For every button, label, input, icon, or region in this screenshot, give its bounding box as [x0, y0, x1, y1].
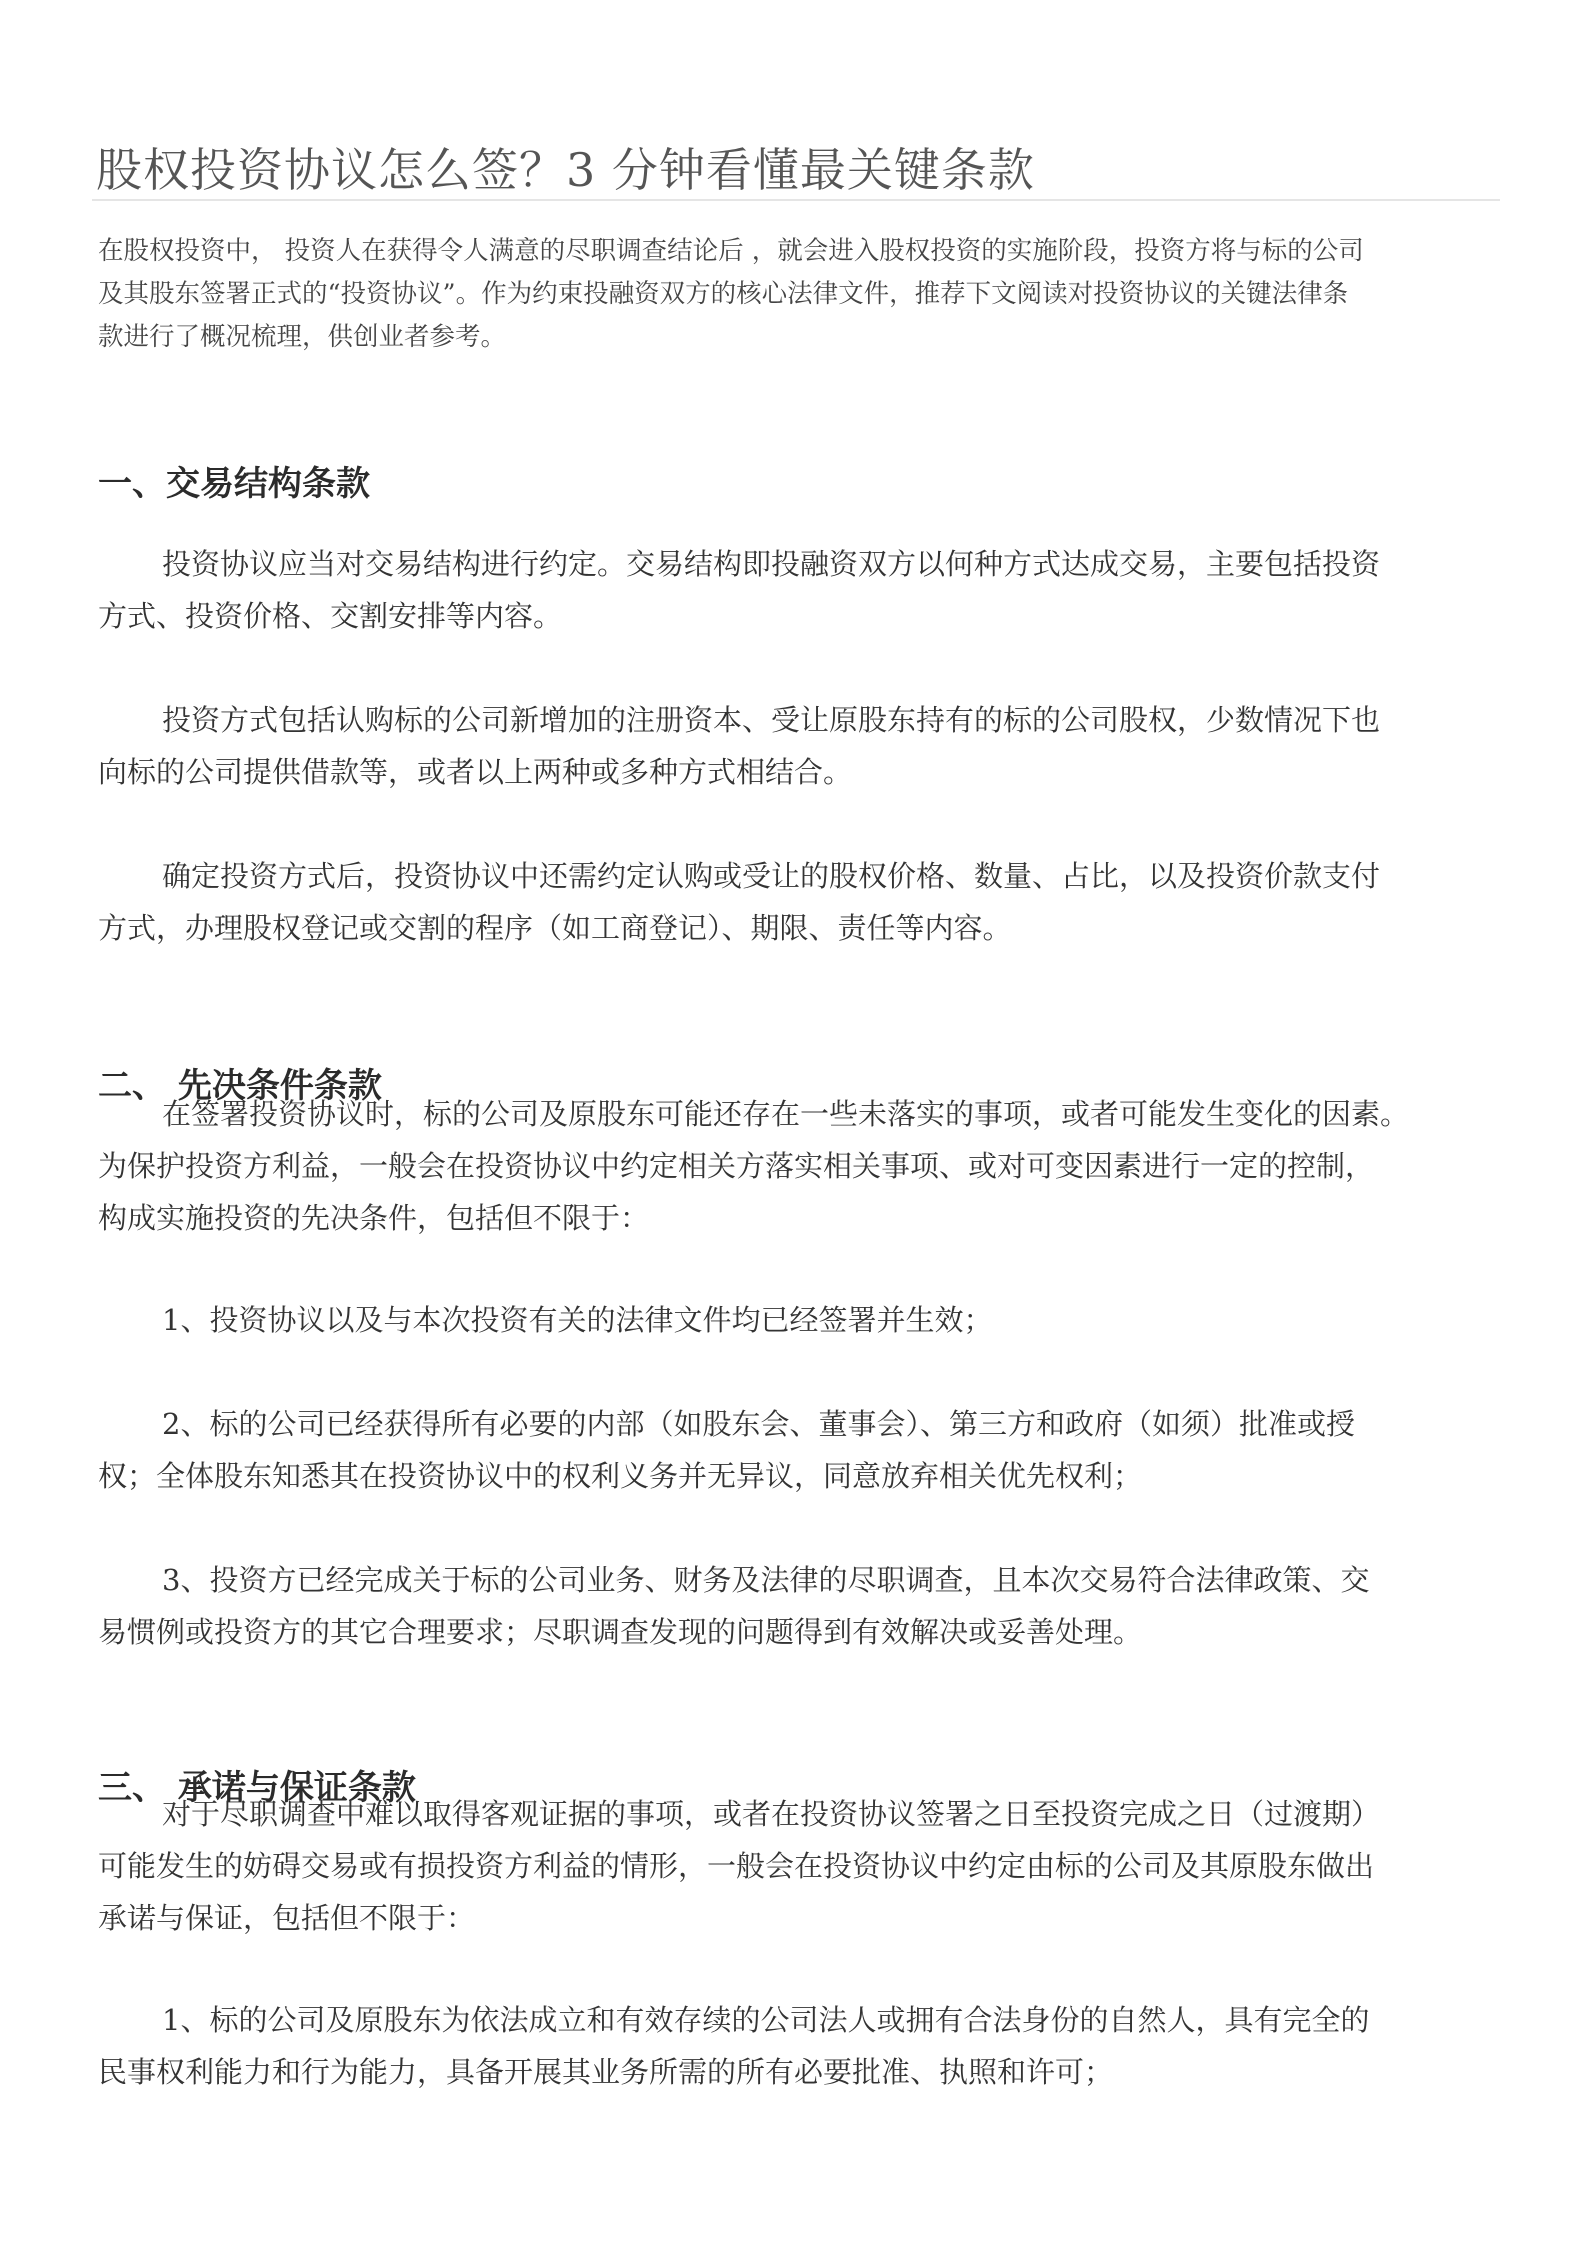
section-heading-1: 一、交易结构条款 [98, 464, 370, 505]
paragraph-line: 承诺与保证，包括但不限于： [98, 1901, 476, 1935]
intro-paragraph [98, 230, 1498, 359]
section-heading-3: 三、 承诺与保证条款 [98, 1768, 416, 1809]
section-heading-2: 二、 先决条件条款 [98, 1066, 382, 1107]
paragraph-line: 方式，办理股权登记或交割的程序（如工商登记）、期限、责任等内容。 [98, 911, 1012, 945]
paragraph-line: 易惯例或投资方的其它合理要求；尽职调查发现的问题得到有效解决或妥善处理。 [98, 1615, 1143, 1649]
paragraph-line: 构成实施投资的先决条件，包括但不限于： [98, 1201, 650, 1235]
paragraph-line: 向标的公司提供借款等，或者以上两种或多种方式相结合。 [98, 755, 853, 789]
section-1-paragraph-3 [98, 850, 1504, 954]
section-1-paragraph-2 [98, 694, 1504, 798]
paragraph-line: 在签署投资协议时，标的公司及原股东可能还存在一些未落实的事项，或者可能发生变化的因素。 [162, 1097, 1410, 1131]
paragraph-line: 对于尽职调查中难以取得客观证据的事项，或者在投资协议签署之日至投资完成之日（过渡期） [162, 1797, 1381, 1831]
paragraph-line: 方式、投资价格、交割安排等内容。 [98, 599, 563, 633]
paragraph-line: 2、标的公司已经获得所有必要的内部（如股东会、董事会）、第三方和政府（如须）批准或授 [162, 1407, 1355, 1441]
paragraph-line: 民事权利能力和行为能力，具备开展其业务所需的所有必要批准、执照和许可； [98, 2055, 1114, 2089]
section-2-item-1 [98, 1294, 1504, 1346]
paragraph-line: 1、投资协议以及与本次投资有关的法律文件均已经签署并生效； [162, 1303, 993, 1337]
paragraph-line: 可能发生的妨碍交易或有损投资方利益的情形，一般会在投资协议中约定由标的公司及其原股东做出 [98, 1849, 1375, 1883]
section-3-paragraph-1 [98, 1788, 1504, 1944]
section-2-paragraph-1 [98, 1088, 1504, 1244]
section-2-item-2 [98, 1398, 1504, 1502]
section-1-paragraph-1 [98, 538, 1504, 642]
paragraph-line: 确定投资方式后，投资协议中还需约定认购或受让的股权价格、数量、占比，以及投资价款支付 [162, 859, 1381, 893]
paragraph-line: 投资协议应当对交易结构进行约定。交易结构即投融资双方以何种方式达成交易，主要包括投资 [162, 547, 1381, 581]
intro-line: 及其股东签署正式的“投资协议”。作为约束投融资双方的核心法律文件，推荐下文阅读对投资协议的关键法律条 [98, 279, 1349, 309]
section-2-item-3 [98, 1554, 1504, 1658]
title-divider [92, 199, 1500, 201]
paragraph-line: 1、标的公司及原股东为依法成立和有效存续的公司法人或拥有合法身份的自然人，具有完全的 [162, 2003, 1370, 2037]
paragraph-line: 为保护投资方利益，一般会在投资协议中约定相关方落实相关事项、或对可变因素进行一定的控制， [98, 1149, 1375, 1183]
intro-line: 在股权投资中， 投资人在获得令人满意的尽职调查结论后 ，就会进入股权投资的实施阶段，投资方将与标的公司 [98, 236, 1364, 266]
paragraph-line: 投资方式包括认购标的公司新增加的注册资本、受让原股东持有的标的公司股权，少数情况下也 [162, 703, 1381, 737]
page-title: 股权投资协议怎么签？3 分钟看懂最关键条款 [96, 142, 1035, 197]
paragraph-line: 3、投资方已经完成关于标的公司业务、财务及法律的尽职调查，且本次交易符合法律政策、交 [162, 1563, 1370, 1597]
section-3-item-1 [98, 1994, 1504, 2098]
intro-line: 款进行了概况梳理，供创业者参考。 [98, 322, 507, 352]
paragraph-line: 权；全体股东知悉其在投资协议中的权利义务并无异议，同意放弃相关优先权利； [98, 1459, 1143, 1493]
